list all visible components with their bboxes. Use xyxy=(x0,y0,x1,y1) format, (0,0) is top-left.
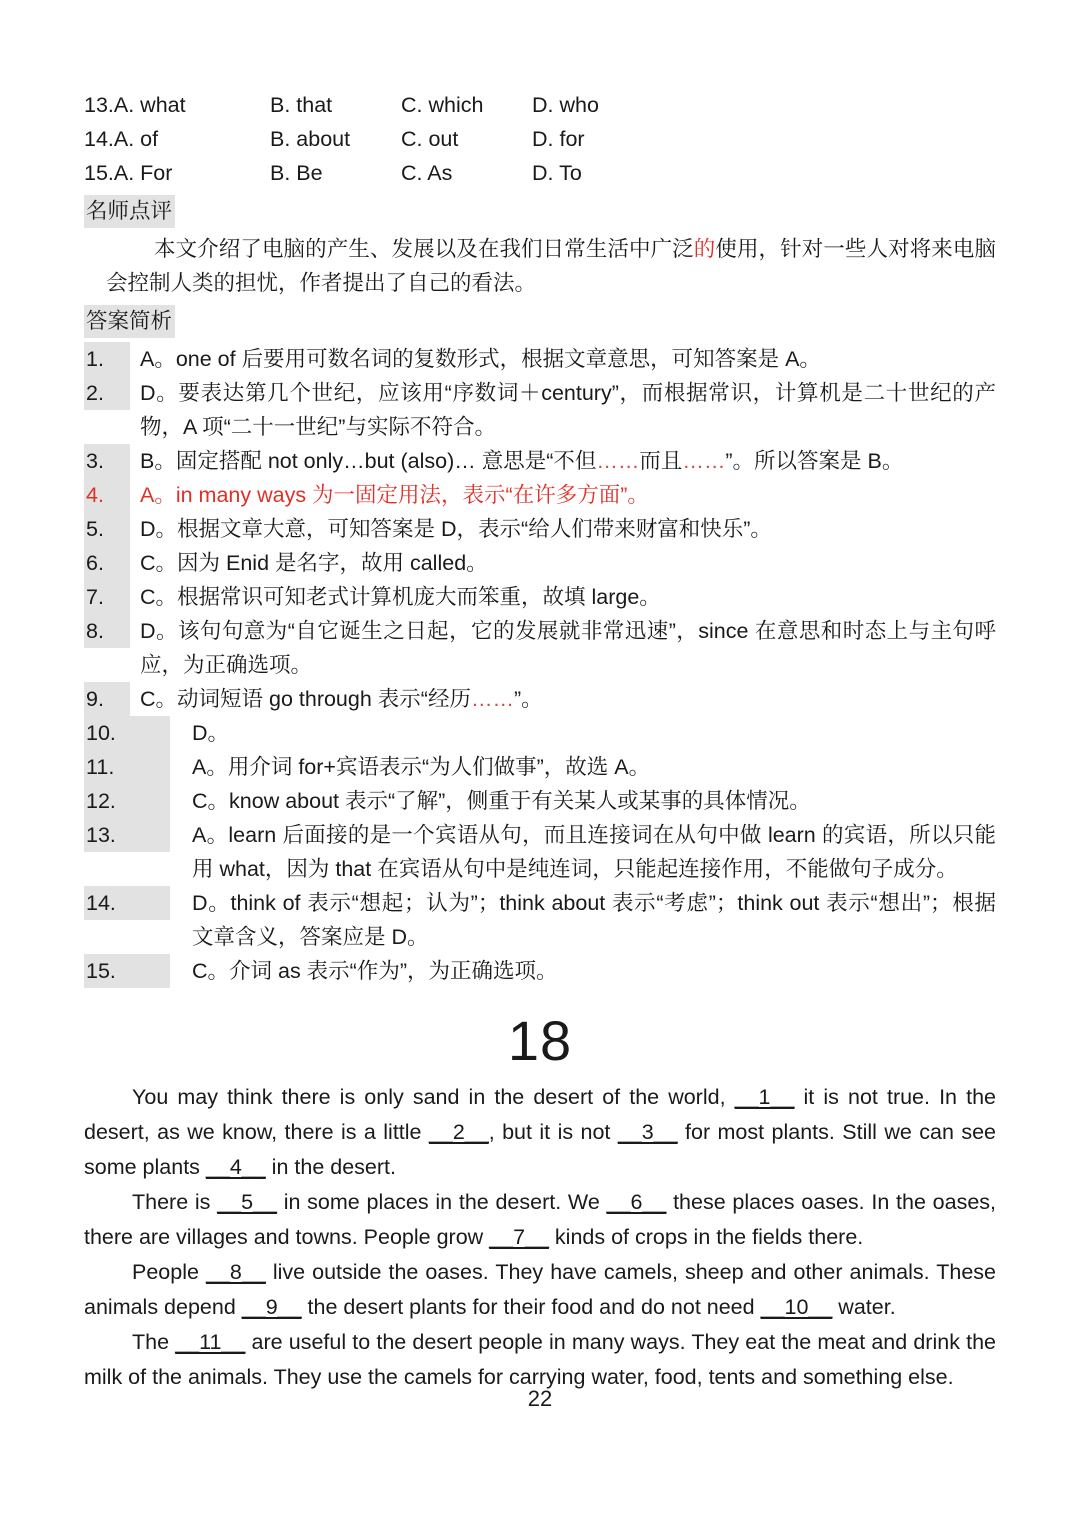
passage-paragraph xyxy=(84,1185,996,1255)
analysis-item xyxy=(84,614,996,682)
passage-blank: __5__ xyxy=(217,1190,277,1214)
passage-text-segment: it is not true. In the desert, as we know, there is a little xyxy=(84,1085,996,1144)
analysis-item-number: 12. xyxy=(84,784,170,818)
mcq-option-d: D. who xyxy=(532,93,599,117)
analysis-item xyxy=(84,546,996,580)
mcq-option-c: C. As xyxy=(401,161,453,185)
analysis-item-text: C。因为 Enid 是名字，故用 called。 xyxy=(140,551,488,575)
mcq-option-row xyxy=(84,122,996,156)
analysis-item-text: D。think of 表示“想起；认为”；think about 表示“考虑”；think out 表示“想出”；根据文章含义，答案应是 D。 xyxy=(192,891,996,949)
mcq-option-d: D. for xyxy=(532,127,585,151)
passage-text-segment: are useful to the desert people in many ways. They eat the meat and drink the milk of the animals. They use the camels for carrying water, food, tents and something else. xyxy=(84,1330,996,1389)
analysis-item-number: 10. xyxy=(84,716,170,750)
analysis-item-text xyxy=(130,444,996,478)
analysis-item-number: 6. xyxy=(84,546,130,580)
analysis-item xyxy=(84,580,996,614)
analysis-item-number: 1. xyxy=(84,342,130,376)
page-number-footer: 22 xyxy=(527,1386,553,1411)
passage-text-segment: The xyxy=(132,1330,176,1354)
analysis-text-segment: 而且 xyxy=(639,449,683,473)
passage-text-segment: in some places in the desert. We xyxy=(276,1190,607,1214)
commentary-text-after: 使用，针对一些人对将来电脑会控制人类的担忧，作者提出了自己的看法。 xyxy=(106,237,996,295)
analysis-item xyxy=(84,784,996,818)
analysis-item-text: D。根据文章大意，可知答案是 D，表示“给人们带来财富和快乐”。 xyxy=(140,517,772,541)
analysis-item xyxy=(84,682,996,716)
analysis-item-number: 14. xyxy=(84,886,170,920)
passage-blank: __1__ xyxy=(734,1085,795,1109)
analysis-text-segment: B。固定搭配 not only…but (also)… 意思是“不但 xyxy=(140,449,597,473)
analysis-item-number: 5. xyxy=(84,512,130,546)
analysis-item xyxy=(84,716,996,750)
passage-text-segment: for most plants. Still we can see some plants xyxy=(84,1120,996,1179)
analysis-text-segment: ”。 xyxy=(513,687,543,711)
analysis-item-number: 7. xyxy=(84,580,130,614)
analysis-ellipsis: …… xyxy=(596,449,640,473)
passage-text-segment: live outside the oases. They have camels, sheep and other animals. These animals depend xyxy=(84,1260,996,1319)
page-content xyxy=(84,88,996,1395)
mcq-option-b: B. that xyxy=(270,93,333,117)
analysis-item-text: C。根据常识可知老式计算机庞大而笨重，故填 large。 xyxy=(140,585,661,609)
commentary-text-before: 本文介绍了电脑的产生、发展以及在我们日常生活中广泛 xyxy=(154,237,694,261)
passage-blank: __11__ xyxy=(175,1330,246,1354)
analysis-item xyxy=(84,376,996,444)
passage-blank: __6__ xyxy=(606,1190,667,1214)
commentary-paragraph xyxy=(106,232,996,300)
analysis-item xyxy=(84,512,996,546)
analysis-text-segment: ”。所以答案是 B。 xyxy=(725,449,904,473)
analysis-item-number: 4. xyxy=(84,478,130,512)
passage-blank: __7__ xyxy=(489,1225,549,1249)
analysis-item-text: A。in many ways 为一固定用法，表示“在许多方面”。 xyxy=(140,483,649,507)
mcq-options-block xyxy=(84,88,996,190)
analysis-item xyxy=(84,818,996,886)
passage-blank: __2__ xyxy=(428,1120,489,1144)
analysis-section-tag: 答案简析 xyxy=(84,305,175,338)
analysis-item-text: C。know about 表示“了解”，侧重于有关某人或某事的具体情况。 xyxy=(192,789,811,813)
passage-text-segment: kinds of crops in the fields there. xyxy=(548,1225,864,1249)
analysis-item-text: D。 xyxy=(192,721,230,745)
section-number-heading: 18 xyxy=(507,1009,573,1072)
cloze-passage xyxy=(84,1080,996,1395)
passage-blank: __8__ xyxy=(205,1260,266,1284)
passage-text-segment: People xyxy=(132,1260,206,1284)
analysis-item xyxy=(84,342,996,376)
commentary-red-char: 的 xyxy=(693,237,716,261)
analysis-item-number: 2. xyxy=(84,376,130,410)
analysis-item-number: 3. xyxy=(84,444,130,478)
passage-blank: __9__ xyxy=(241,1295,302,1319)
analysis-ellipsis: …… xyxy=(470,687,514,711)
passage-text-segment: water. xyxy=(832,1295,896,1319)
mcq-option-row xyxy=(84,156,996,190)
passage-text-segment: , but it is not xyxy=(488,1120,618,1144)
analysis-text-segment: C。动词短语 go through 表示“经历 xyxy=(140,687,471,711)
analysis-item-text: C。介词 as 表示“作为”，为正确选项。 xyxy=(192,959,558,983)
analysis-item-number: 9. xyxy=(84,682,130,716)
analysis-item-number: 11. xyxy=(84,750,170,784)
mcq-option-a: 13.A. what xyxy=(84,93,186,117)
analysis-item-text: D。该句句意为“自它诞生之日起，它的发展就非常迅速”，since 在意思和时态上与主句呼应，为正确选项。 xyxy=(140,619,996,677)
analysis-item xyxy=(84,478,996,512)
analysis-item-text: A。用介词 for+宾语表示“为人们做事”，故选 A。 xyxy=(192,755,651,779)
mcq-option-c: C. which xyxy=(401,93,484,117)
analysis-ellipsis: …… xyxy=(682,449,726,473)
commentary-section-tag: 名师点评 xyxy=(84,195,175,228)
analysis-item xyxy=(84,750,996,784)
analysis-item-number: 13. xyxy=(84,818,170,852)
analysis-item xyxy=(84,886,996,954)
analysis-item-text xyxy=(130,682,996,716)
passage-text-segment: You may think there is only sand in the desert of the world, xyxy=(132,1085,735,1109)
passage-text-segment: in the desert. xyxy=(265,1155,396,1179)
passage-paragraph xyxy=(84,1255,996,1325)
passage-blank: __3__ xyxy=(617,1120,678,1144)
analysis-item-number: 15. xyxy=(84,954,170,988)
analysis-item-text: D。要表达第几个世纪，应该用“序数词＋century”，而根据常识，计算机是二十世纪的产物，A 项“二十一世纪”与实际不符合。 xyxy=(140,381,996,439)
mcq-option-row xyxy=(84,88,996,122)
mcq-option-a: 15.A. For xyxy=(84,161,173,185)
analysis-list xyxy=(84,342,996,988)
analysis-item xyxy=(84,444,996,478)
analysis-item-number: 8. xyxy=(84,614,130,648)
mcq-option-a: 14.A. of xyxy=(84,127,159,151)
analysis-item-text: A。one of 后要用可数名词的复数形式，根据文章意思，可知答案是 A。 xyxy=(140,347,821,371)
analysis-item xyxy=(84,954,996,988)
passage-text-segment: the desert plants for their food and do not need xyxy=(301,1295,761,1319)
passage-blank: __10__ xyxy=(760,1295,833,1319)
passage-blank: __4__ xyxy=(205,1155,266,1179)
passage-text-segment: There is xyxy=(132,1190,218,1214)
passage-text-segment: these places oases. In the oases, there are villages and towns. People grow xyxy=(84,1190,996,1249)
passage-paragraph xyxy=(84,1080,996,1185)
mcq-option-d: D. To xyxy=(532,161,582,185)
analysis-item-text: A。learn 后面接的是一个宾语从句，而且连接词在从句中做 learn 的宾语，所以只能用 what，因为 that 在宾语从句中是纯连词，只能起连接作用，不能做句子成分。 xyxy=(192,823,996,881)
mcq-option-b: B. about xyxy=(270,127,351,151)
mcq-option-b: B. Be xyxy=(270,161,323,185)
mcq-option-c: C. out xyxy=(401,127,459,151)
